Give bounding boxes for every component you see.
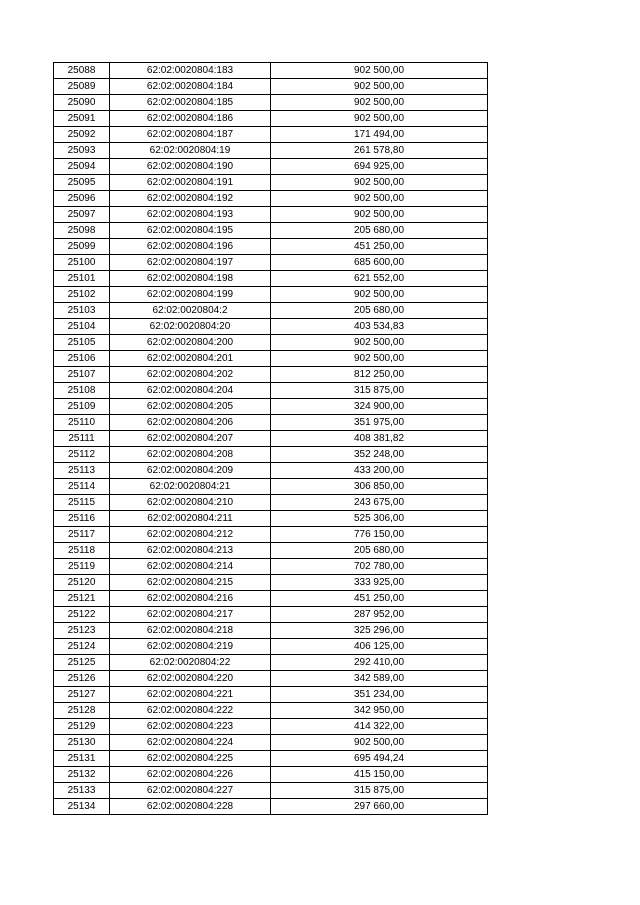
table-row	[54, 303, 488, 319]
cadastral-number-cell: 62:02:0020804:20	[110, 319, 271, 335]
cadastral-value-cell: 315 875,00	[271, 383, 488, 399]
row-number-cell: 25128	[54, 703, 110, 719]
cadastral-number-cell: 62:02:0020804:215	[110, 575, 271, 591]
table-row	[54, 447, 488, 463]
table-row	[54, 607, 488, 623]
row-number-cell: 25105	[54, 335, 110, 351]
table-row	[54, 335, 488, 351]
table-row	[54, 143, 488, 159]
cadastral-number-cell: 62:02:0020804:2	[110, 303, 271, 319]
row-number-cell: 25091	[54, 111, 110, 127]
row-number-cell: 25129	[54, 719, 110, 735]
cadastral-number-cell: 62:02:0020804:220	[110, 671, 271, 687]
cadastral-value-table	[53, 62, 488, 815]
cadastral-number-cell: 62:02:0020804:190	[110, 159, 271, 175]
table-row	[54, 799, 488, 815]
cadastral-number-cell: 62:02:0020804:221	[110, 687, 271, 703]
cadastral-value-cell: 205 680,00	[271, 223, 488, 239]
cadastral-number-cell: 62:02:0020804:186	[110, 111, 271, 127]
cadastral-number-cell: 62:02:0020804:219	[110, 639, 271, 655]
cadastral-value-cell: 902 500,00	[271, 735, 488, 751]
cadastral-value-cell: 902 500,00	[271, 191, 488, 207]
cadastral-number-cell: 62:02:0020804:208	[110, 447, 271, 463]
cadastral-value-cell: 525 306,00	[271, 511, 488, 527]
table-row	[54, 495, 488, 511]
row-number-cell: 25123	[54, 623, 110, 639]
cadastral-number-cell: 62:02:0020804:217	[110, 607, 271, 623]
row-number-cell: 25092	[54, 127, 110, 143]
cadastral-number-cell: 62:02:0020804:192	[110, 191, 271, 207]
cadastral-number-cell: 62:02:0020804:183	[110, 63, 271, 79]
row-number-cell: 25093	[54, 143, 110, 159]
row-number-cell: 25112	[54, 447, 110, 463]
cadastral-number-cell: 62:02:0020804:202	[110, 367, 271, 383]
cadastral-value-cell: 695 494,24	[271, 751, 488, 767]
row-number-cell: 25094	[54, 159, 110, 175]
table-row	[54, 287, 488, 303]
cadastral-number-cell: 62:02:0020804:209	[110, 463, 271, 479]
row-number-cell: 25103	[54, 303, 110, 319]
cadastral-value-cell: 205 680,00	[271, 303, 488, 319]
row-number-cell: 25122	[54, 607, 110, 623]
row-number-cell: 25133	[54, 783, 110, 799]
cadastral-number-cell: 62:02:0020804:187	[110, 127, 271, 143]
cadastral-value-cell: 451 250,00	[271, 239, 488, 255]
row-number-cell: 25130	[54, 735, 110, 751]
cadastral-number-cell: 62:02:0020804:212	[110, 527, 271, 543]
table-row	[54, 271, 488, 287]
cadastral-value-cell: 902 500,00	[271, 207, 488, 223]
cadastral-value-cell: 451 250,00	[271, 591, 488, 607]
cadastral-value-cell: 306 850,00	[271, 479, 488, 495]
table-row	[54, 255, 488, 271]
row-number-cell: 25127	[54, 687, 110, 703]
cadastral-value-cell: 902 500,00	[271, 335, 488, 351]
table-row	[54, 175, 488, 191]
row-number-cell: 25116	[54, 511, 110, 527]
row-number-cell: 25111	[54, 431, 110, 447]
cadastral-value-cell: 406 125,00	[271, 639, 488, 655]
table-row	[54, 319, 488, 335]
table-row	[54, 159, 488, 175]
row-number-cell: 25090	[54, 95, 110, 111]
table-row	[54, 671, 488, 687]
row-number-cell: 25102	[54, 287, 110, 303]
table-row	[54, 127, 488, 143]
cadastral-value-cell: 351 975,00	[271, 415, 488, 431]
cadastral-value-cell: 902 500,00	[271, 95, 488, 111]
row-number-cell: 25110	[54, 415, 110, 431]
row-number-cell: 25097	[54, 207, 110, 223]
cadastral-value-cell: 902 500,00	[271, 63, 488, 79]
cadastral-number-cell: 62:02:0020804:184	[110, 79, 271, 95]
cadastral-value-cell: 325 296,00	[271, 623, 488, 639]
cadastral-value-cell: 333 925,00	[271, 575, 488, 591]
table-row	[54, 431, 488, 447]
cadastral-number-cell: 62:02:0020804:222	[110, 703, 271, 719]
cadastral-number-cell: 62:02:0020804:199	[110, 287, 271, 303]
cadastral-value-cell: 205 680,00	[271, 543, 488, 559]
row-number-cell: 25088	[54, 63, 110, 79]
cadastral-value-cell: 902 500,00	[271, 175, 488, 191]
table-row	[54, 703, 488, 719]
cadastral-number-cell: 62:02:0020804:191	[110, 175, 271, 191]
cadastral-number-cell: 62:02:0020804:195	[110, 223, 271, 239]
cadastral-number-cell: 62:02:0020804:205	[110, 399, 271, 415]
row-number-cell: 25100	[54, 255, 110, 271]
table-row	[54, 751, 488, 767]
table-row	[54, 351, 488, 367]
table-row	[54, 735, 488, 751]
table-row	[54, 383, 488, 399]
row-number-cell: 25106	[54, 351, 110, 367]
cadastral-number-cell: 62:02:0020804:19	[110, 143, 271, 159]
cadastral-number-cell: 62:02:0020804:198	[110, 271, 271, 287]
row-number-cell: 25126	[54, 671, 110, 687]
table-row	[54, 783, 488, 799]
row-number-cell: 25108	[54, 383, 110, 399]
cadastral-value-cell: 352 248,00	[271, 447, 488, 463]
cadastral-value-cell: 261 578,80	[271, 143, 488, 159]
cadastral-number-cell: 62:02:0020804:210	[110, 495, 271, 511]
cadastral-value-cell: 902 500,00	[271, 79, 488, 95]
cadastral-value-cell: 415 150,00	[271, 767, 488, 783]
cadastral-value-cell: 902 500,00	[271, 111, 488, 127]
cadastral-value-cell: 694 925,00	[271, 159, 488, 175]
cadastral-number-cell: 62:02:0020804:197	[110, 255, 271, 271]
cadastral-value-cell: 902 500,00	[271, 351, 488, 367]
cadastral-number-cell: 62:02:0020804:22	[110, 655, 271, 671]
table-row	[54, 79, 488, 95]
row-number-cell: 25115	[54, 495, 110, 511]
cadastral-value-cell: 351 234,00	[271, 687, 488, 703]
cadastral-value-cell: 776 150,00	[271, 527, 488, 543]
cadastral-value-cell: 342 589,00	[271, 671, 488, 687]
table-row	[54, 191, 488, 207]
table-row	[54, 527, 488, 543]
cadastral-number-cell: 62:02:0020804:226	[110, 767, 271, 783]
table-row	[54, 559, 488, 575]
cadastral-value-cell: 408 381,82	[271, 431, 488, 447]
table-row	[54, 239, 488, 255]
cadastral-number-cell: 62:02:0020804:214	[110, 559, 271, 575]
cadastral-number-cell: 62:02:0020804:223	[110, 719, 271, 735]
cadastral-value-cell: 315 875,00	[271, 783, 488, 799]
table-row	[54, 479, 488, 495]
table-row	[54, 367, 488, 383]
table-row	[54, 111, 488, 127]
cadastral-number-cell: 62:02:0020804:206	[110, 415, 271, 431]
table-row	[54, 543, 488, 559]
table-row	[54, 687, 488, 703]
cadastral-number-cell: 62:02:0020804:193	[110, 207, 271, 223]
cadastral-value-cell: 414 322,00	[271, 719, 488, 735]
row-number-cell: 25089	[54, 79, 110, 95]
table-row	[54, 511, 488, 527]
row-number-cell: 25114	[54, 479, 110, 495]
table-row	[54, 591, 488, 607]
cadastral-value-cell: 702 780,00	[271, 559, 488, 575]
cadastral-number-cell: 62:02:0020804:211	[110, 511, 271, 527]
row-number-cell: 25124	[54, 639, 110, 655]
cadastral-number-cell: 62:02:0020804:201	[110, 351, 271, 367]
row-number-cell: 25099	[54, 239, 110, 255]
table-row	[54, 415, 488, 431]
cadastral-number-cell: 62:02:0020804:213	[110, 543, 271, 559]
cadastral-value-cell: 812 250,00	[271, 367, 488, 383]
row-number-cell: 25098	[54, 223, 110, 239]
cadastral-value-cell: 902 500,00	[271, 287, 488, 303]
cadastral-value-cell: 297 660,00	[271, 799, 488, 815]
cadastral-number-cell: 62:02:0020804:185	[110, 95, 271, 111]
row-number-cell: 25109	[54, 399, 110, 415]
cadastral-number-cell: 62:02:0020804:204	[110, 383, 271, 399]
table-row	[54, 399, 488, 415]
cadastral-number-cell: 62:02:0020804:228	[110, 799, 271, 815]
cadastral-number-cell: 62:02:0020804:196	[110, 239, 271, 255]
table-row	[54, 639, 488, 655]
table-row	[54, 575, 488, 591]
cadastral-value-cell: 685 600,00	[271, 255, 488, 271]
cadastral-number-cell: 62:02:0020804:207	[110, 431, 271, 447]
table-row	[54, 719, 488, 735]
row-number-cell: 25117	[54, 527, 110, 543]
cadastral-number-cell: 62:02:0020804:227	[110, 783, 271, 799]
row-number-cell: 25120	[54, 575, 110, 591]
row-number-cell: 25119	[54, 559, 110, 575]
row-number-cell: 25096	[54, 191, 110, 207]
row-number-cell: 25131	[54, 751, 110, 767]
cadastral-value-cell: 342 950,00	[271, 703, 488, 719]
cadastral-value-cell: 243 675,00	[271, 495, 488, 511]
cadastral-value-cell: 621 552,00	[271, 271, 488, 287]
table-row	[54, 463, 488, 479]
cadastral-number-cell: 62:02:0020804:225	[110, 751, 271, 767]
row-number-cell: 25104	[54, 319, 110, 335]
table-body	[54, 63, 488, 815]
cadastral-number-cell: 62:02:0020804:224	[110, 735, 271, 751]
row-number-cell: 25132	[54, 767, 110, 783]
cadastral-value-cell: 433 200,00	[271, 463, 488, 479]
table-row	[54, 655, 488, 671]
cadastral-value-cell: 292 410,00	[271, 655, 488, 671]
cadastral-number-cell: 62:02:0020804:216	[110, 591, 271, 607]
row-number-cell: 25125	[54, 655, 110, 671]
table-row	[54, 623, 488, 639]
cadastral-value-cell: 403 534,83	[271, 319, 488, 335]
cadastral-number-cell: 62:02:0020804:200	[110, 335, 271, 351]
table-row	[54, 95, 488, 111]
table-row	[54, 223, 488, 239]
table-row	[54, 207, 488, 223]
cadastral-number-cell: 62:02:0020804:21	[110, 479, 271, 495]
row-number-cell: 25095	[54, 175, 110, 191]
cadastral-value-cell: 171 494,00	[271, 127, 488, 143]
row-number-cell: 25113	[54, 463, 110, 479]
row-number-cell: 25121	[54, 591, 110, 607]
cadastral-value-cell: 287 952,00	[271, 607, 488, 623]
row-number-cell: 25134	[54, 799, 110, 815]
table-row	[54, 767, 488, 783]
cadastral-value-cell: 324 900,00	[271, 399, 488, 415]
table-row	[54, 63, 488, 79]
row-number-cell: 25101	[54, 271, 110, 287]
row-number-cell: 25118	[54, 543, 110, 559]
row-number-cell: 25107	[54, 367, 110, 383]
cadastral-number-cell: 62:02:0020804:218	[110, 623, 271, 639]
